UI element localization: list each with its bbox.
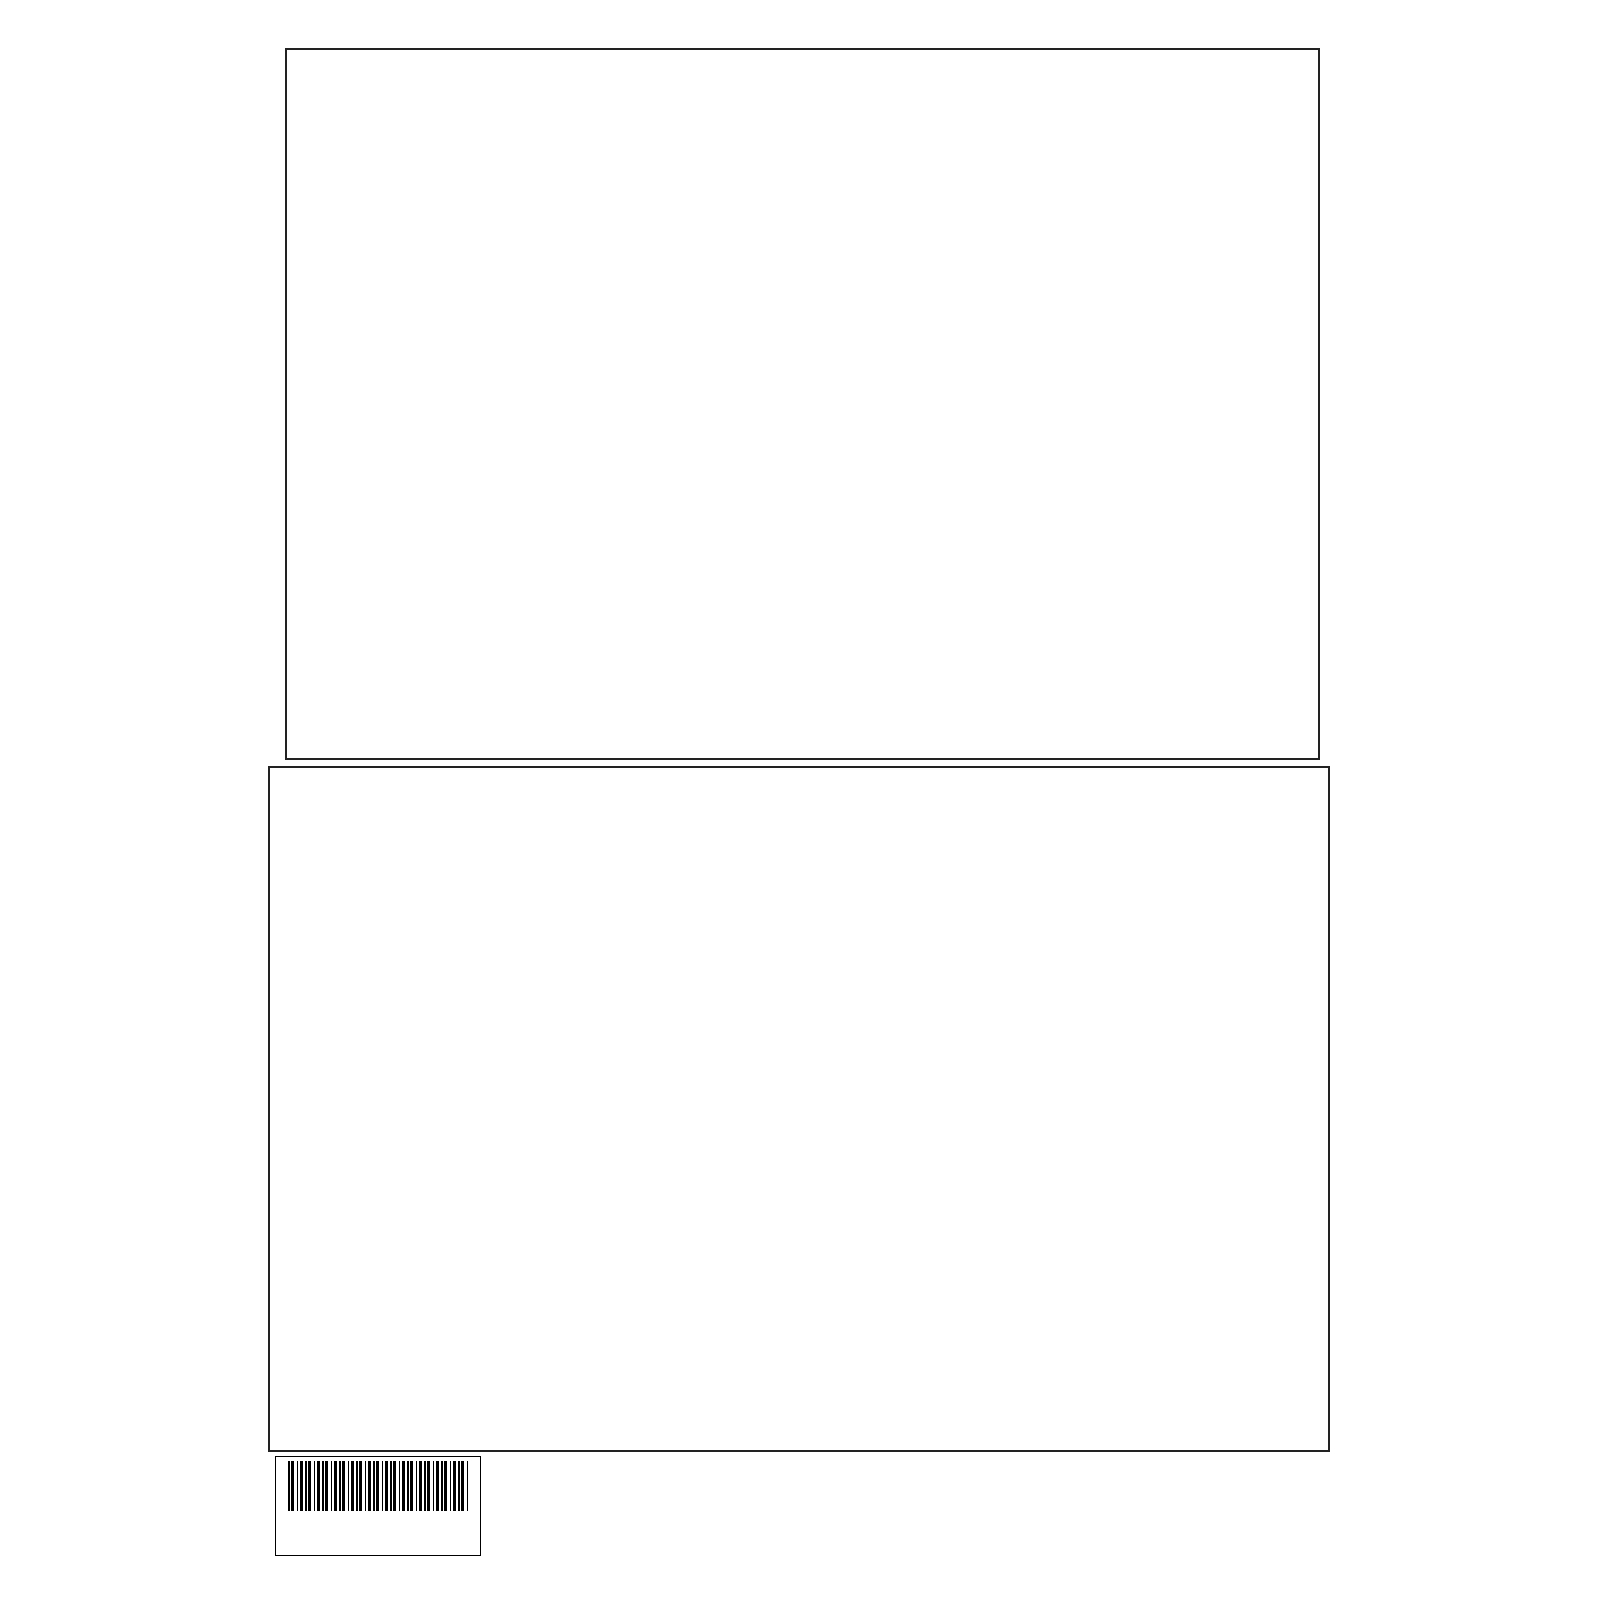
short-form-table	[285, 48, 1320, 760]
long-form-table	[268, 766, 1330, 1452]
barcode	[288, 1461, 468, 1511]
isbn-block	[275, 1456, 481, 1556]
